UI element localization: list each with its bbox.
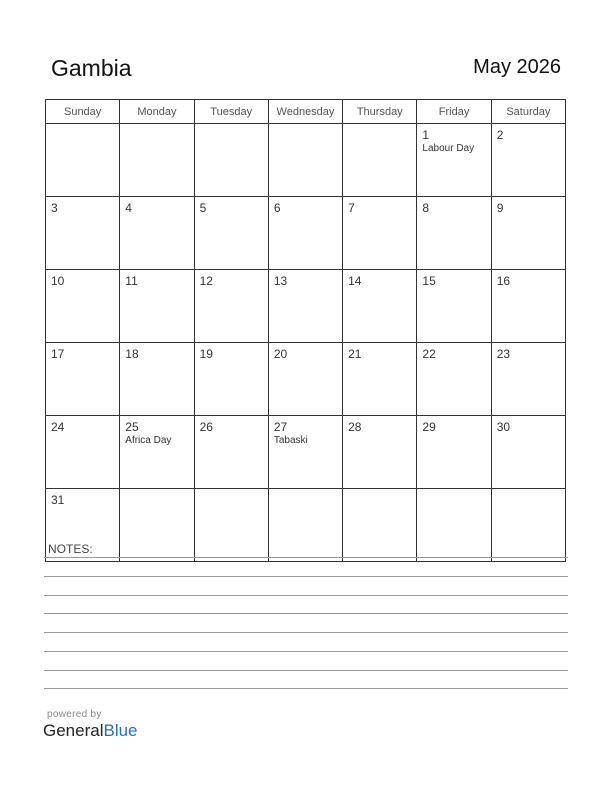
day-number: 2 (496, 128, 504, 142)
weekday-header: Wednesday (268, 100, 342, 124)
day-cell (194, 197, 268, 270)
weekday-header-row (46, 100, 566, 124)
day-cell (268, 270, 342, 343)
day-cell (194, 270, 268, 343)
day-cell (46, 197, 120, 270)
holiday-label: Tabaski (273, 435, 308, 446)
day-cell (343, 489, 417, 562)
weekday-header: Saturday (491, 100, 565, 124)
weekday-header: Tuesday (194, 100, 268, 124)
day-cell (343, 197, 417, 270)
day-number: 27 (273, 420, 288, 434)
country-title: Gambia (51, 55, 132, 81)
day-number: 31 (51, 493, 65, 507)
day-cell (491, 489, 565, 562)
weekday-header: Thursday (343, 100, 417, 124)
day-cell (417, 197, 491, 270)
day-number: 6 (273, 201, 281, 215)
day-number: 20 (273, 347, 288, 361)
day-cell (343, 343, 417, 416)
day-cell (491, 270, 565, 343)
day-cell (268, 124, 342, 197)
day-cell (120, 343, 194, 416)
day-number: 13 (273, 274, 288, 288)
day-cell (194, 416, 268, 489)
holiday-label: Africa Day (125, 435, 172, 446)
calendar-grid (45, 99, 566, 562)
notes-line (44, 557, 568, 558)
brand-logo (43, 721, 138, 741)
notes-line (44, 670, 568, 671)
day-cell (491, 197, 565, 270)
day-cell (491, 416, 565, 489)
day-cell (194, 124, 268, 197)
day-number: 5 (199, 201, 207, 215)
week-row (46, 343, 566, 416)
day-cell (417, 489, 491, 562)
powered-by-text: powered by (47, 709, 102, 720)
day-cell (268, 416, 342, 489)
day-number: 17 (51, 347, 65, 361)
notes-line (44, 613, 568, 614)
day-number: 24 (51, 420, 65, 434)
day-number: 16 (496, 274, 511, 288)
day-number: 28 (348, 420, 362, 434)
day-cell (417, 270, 491, 343)
brand-general: General (43, 721, 104, 740)
week-row (46, 197, 566, 270)
notes-line (44, 632, 568, 633)
notes-line (44, 651, 568, 652)
day-number: 18 (125, 347, 139, 361)
day-cell (120, 197, 194, 270)
day-cell (120, 489, 194, 562)
day-cell (120, 270, 194, 343)
day-cell (46, 124, 120, 197)
day-number: 19 (199, 347, 213, 361)
day-cell (194, 489, 268, 562)
day-number: 9 (496, 201, 504, 215)
notes-line (44, 688, 568, 689)
day-cell (491, 124, 565, 197)
day-number: 10 (51, 274, 65, 288)
day-number: 11 (125, 274, 138, 288)
day-number: 23 (496, 347, 511, 361)
day-number: 25 (125, 420, 139, 434)
weekday-header: Monday (120, 100, 194, 124)
day-cell (268, 197, 342, 270)
day-number: 1 (422, 128, 430, 142)
notes-line (44, 595, 568, 596)
day-cell (268, 343, 342, 416)
day-cell (343, 270, 417, 343)
day-number: 26 (199, 420, 213, 434)
week-row (46, 124, 566, 197)
day-number: 8 (422, 201, 430, 215)
day-cell (120, 416, 194, 489)
day-number: 4 (125, 201, 132, 215)
week-row (46, 489, 566, 562)
day-cell (343, 124, 417, 197)
day-cell (120, 124, 194, 197)
day-number: 22 (422, 347, 436, 361)
week-row (46, 270, 566, 343)
week-row (46, 416, 566, 489)
day-cell (417, 416, 491, 489)
day-number: 15 (422, 274, 436, 288)
day-number: 29 (422, 420, 436, 434)
day-number: 30 (496, 420, 511, 434)
day-number: 12 (199, 274, 213, 288)
notes-line (44, 576, 568, 577)
notes-label: NOTES: (48, 542, 93, 556)
day-cell (46, 416, 120, 489)
day-number: 3 (51, 201, 58, 215)
weekday-header: Sunday (46, 100, 120, 124)
day-cell (417, 124, 491, 197)
day-number: 14 (348, 274, 362, 288)
day-number: 21 (348, 347, 362, 361)
brand-blue: Blue (103, 721, 138, 740)
day-number: 7 (348, 201, 355, 215)
day-cell (194, 343, 268, 416)
day-cell (491, 343, 565, 416)
weekday-header: Friday (417, 100, 491, 124)
holiday-label: Labour Day (422, 143, 475, 154)
day-cell (268, 489, 342, 562)
day-cell (417, 343, 491, 416)
day-cell (46, 270, 120, 343)
day-cell (343, 416, 417, 489)
month-year-title: May 2026 (473, 56, 561, 78)
day-cell (46, 343, 120, 416)
